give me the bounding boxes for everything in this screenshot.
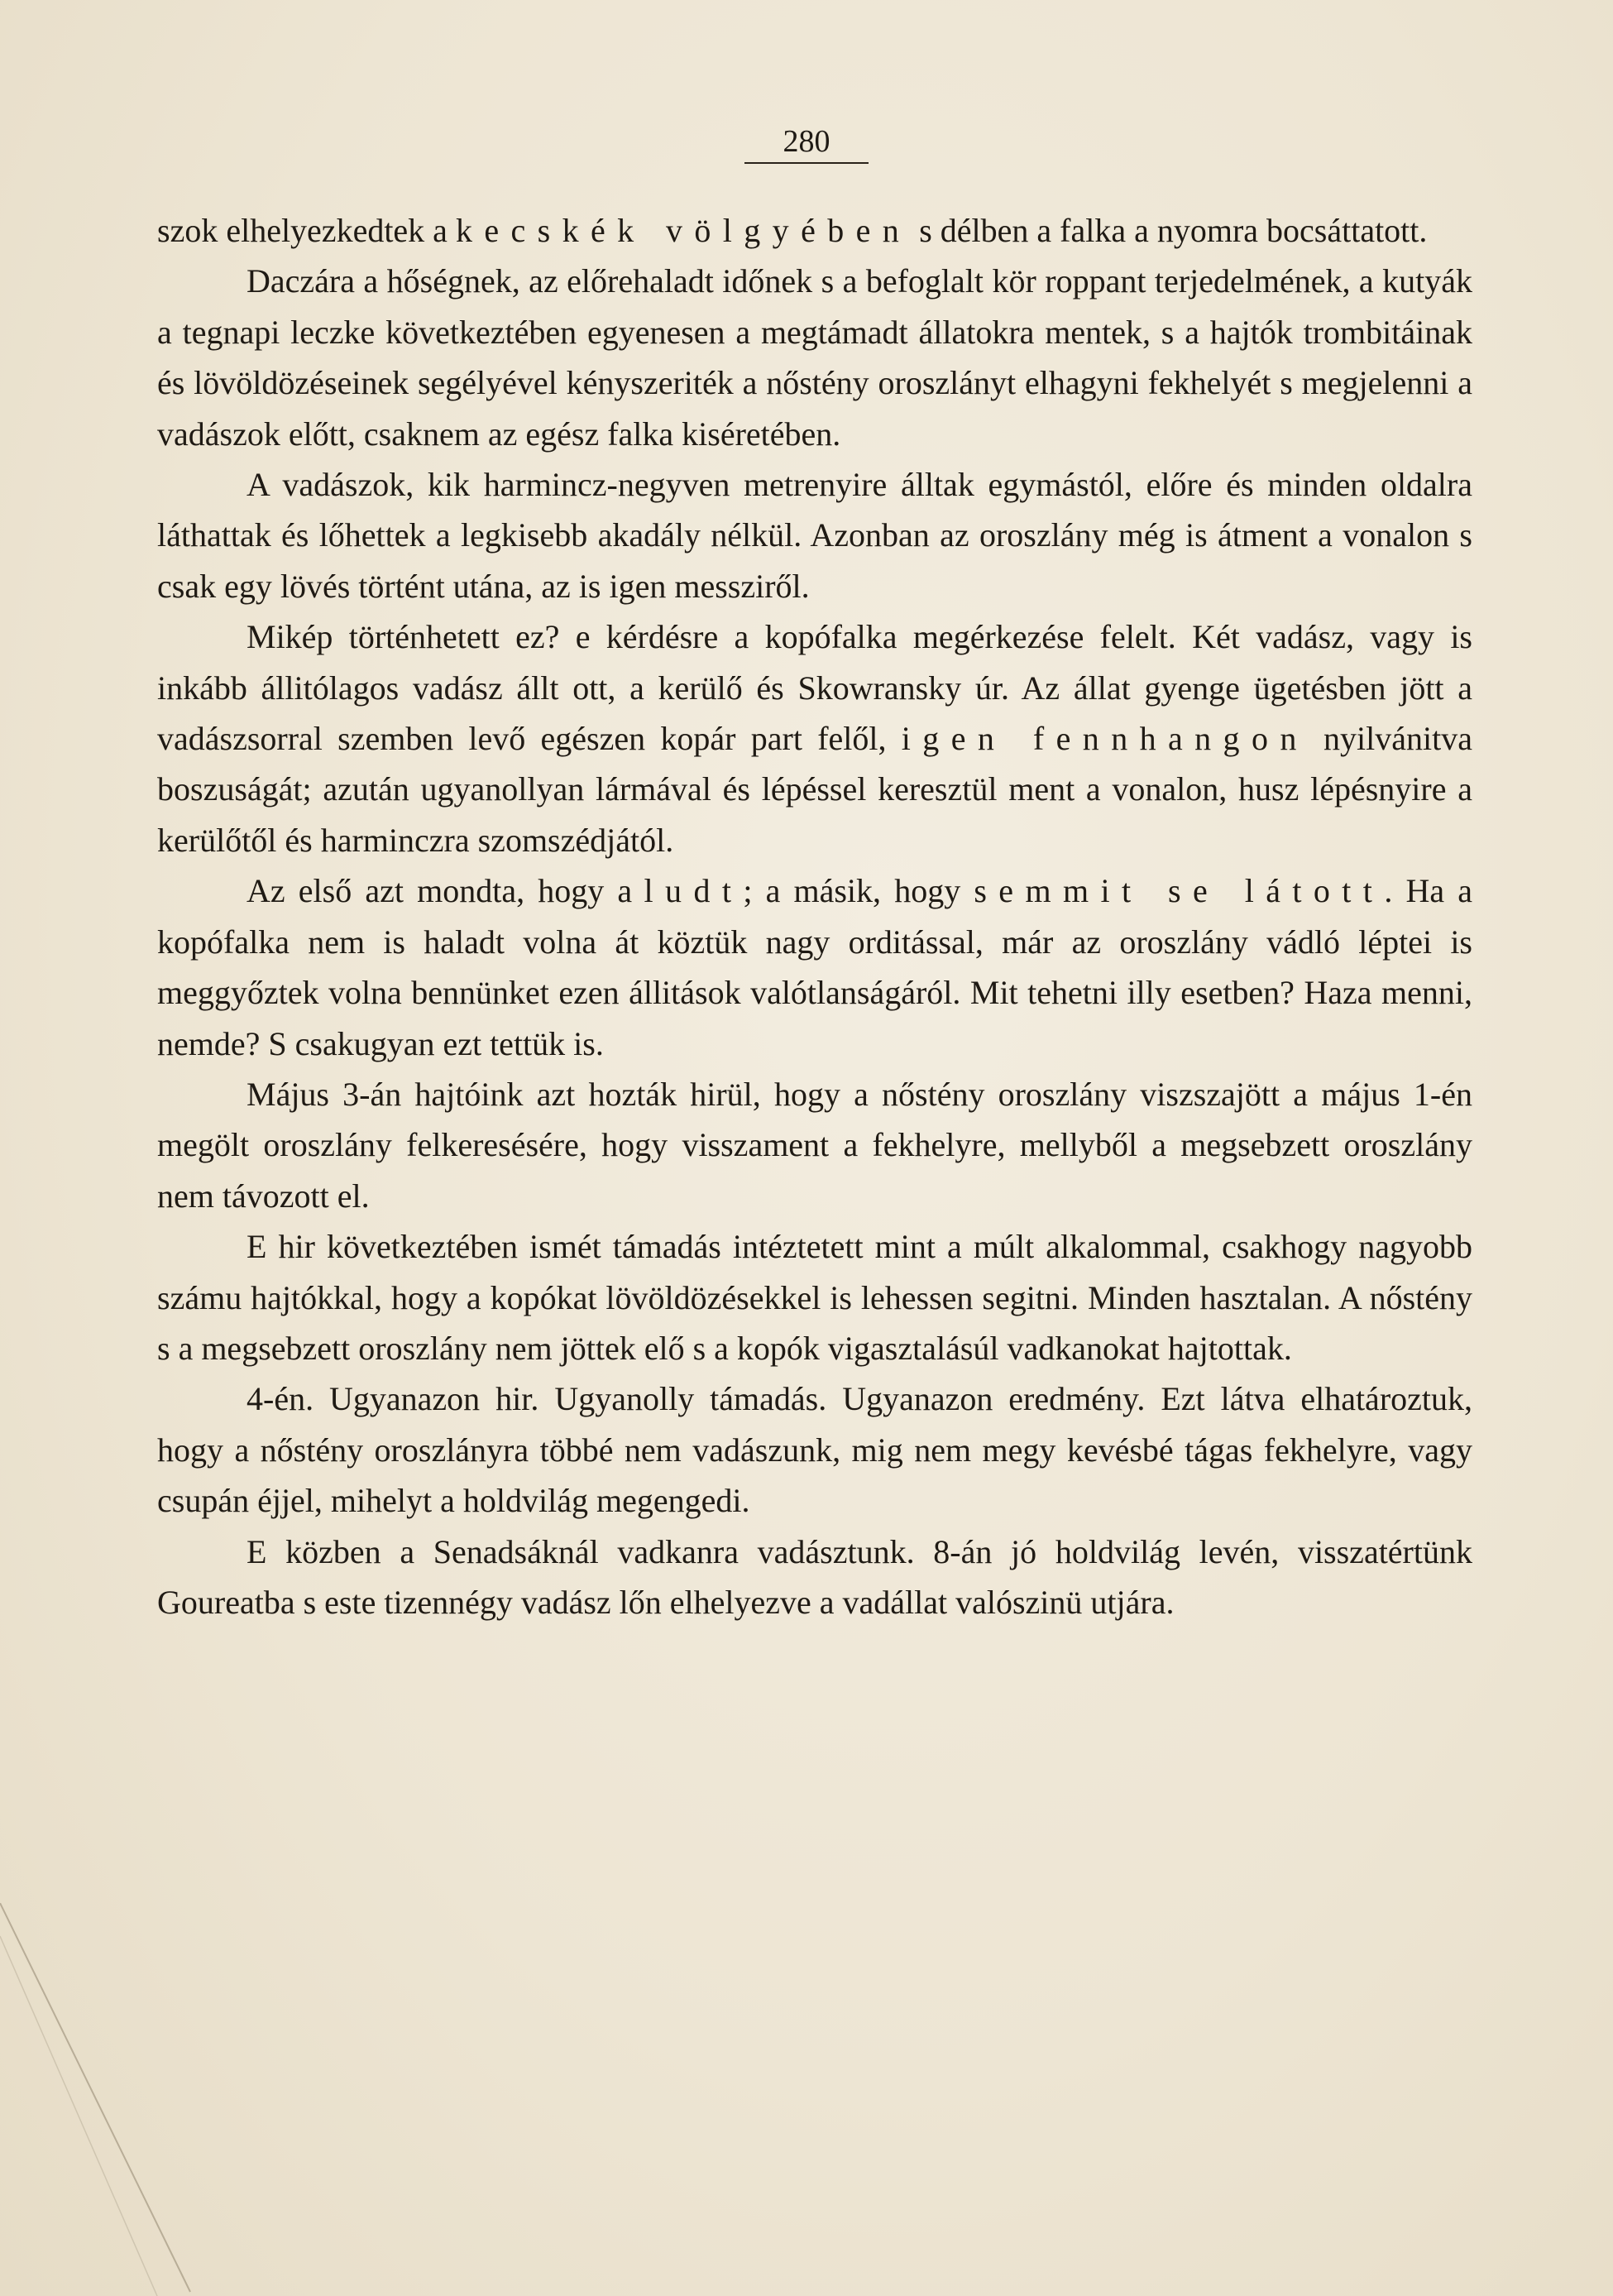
page-number: 280: [744, 122, 869, 164]
text-run: E hir következtében ismét támadás intéztetett mint a múlt alkalommal, csakhogy nagyobb számu hajtókkal, hogy a kopókat lövöldözésekkel is lehessen segitni. Minden hasztalan. A nőstény s a megsebzett oroszlány nem jöttek elő s a kopók vigasztalásúl vadkanokat hajtottak.: [157, 1228, 1472, 1367]
spaced-emphasis: aludt: [617, 872, 744, 910]
paragraph: [157, 611, 1472, 865]
paragraph: [157, 1373, 1472, 1526]
text-run: Az első azt mondta, hogy: [246, 872, 618, 910]
paragraph: [157, 1221, 1472, 1373]
text-run: 4-én. Ugyanazon hir. Ugyanolly támadás. Ugyanazon eredmény. Ezt látva elhatároztuk, hogy a nőstény oroszlányra többé nem vadászunk, mig nem megy kevésbé tágas fekhelyre, vagy csupán éjjel, mihelyt a holdvilág megengedi.: [157, 1380, 1472, 1520]
text-run: . Ha a kopófalka nem is haladt volna át köztük nagy orditással, már az oroszlány vádló léptei is meggyőztek volna bennünket ezen állitások valótlanságáról. Mit tehetni illy esetben? Haza menni, nemde? S csakugyan ezt tettük is.: [157, 872, 1472, 1062]
paper-crease: [0, 1903, 248, 2296]
text-run: s délben a falka a nyomra bocsáttatott.: [911, 212, 1428, 249]
spaced-emphasis: kecskék völgyében: [455, 212, 912, 249]
spaced-emphasis: igen fennhangon: [901, 720, 1309, 758]
paragraph: [157, 205, 1472, 256]
paragraph: [157, 459, 1472, 611]
text-run: szok elhelyezkedtek a: [157, 212, 456, 249]
text-run: Május 3-án hajtóink azt hozták hirül, hogy a nőstény oroszlány viszszajött a május 1-én megölt oroszlány felkeresésére, hogy visszament a fekhelyre, mellyből a megsebzett oroszlány nem távozott el.: [157, 1075, 1472, 1215]
paragraph: [157, 1069, 1472, 1221]
text-run: ; a másik, hogy: [743, 872, 974, 910]
paragraph: [157, 256, 1472, 459]
text-run: A vadászok, kik harmincz-negyven metrenyire álltak egymástól, előre és minden oldalra láthattak és lőhettek a legkisebb akadály nélkül. Azonban az oroszlány még is átment a vonalon s csak egy lövés történt utána, az is igen messziről.: [157, 466, 1472, 605]
spaced-emphasis: semmit se látott: [974, 872, 1385, 910]
text-run: Daczára a hőségnek, az előrehaladt időnek s a befoglalt kör roppant terjedelmének, a kutyák a tegnapi leczke következtében egyenesen a megtámadt állatokra mentek, s a hajtók trombitáinak és lövöldözéseinek segélyével kényszeriték a nőstény oroszlányt elhagyni fekhelyét s megjelenni a vadászok előtt, csaknem az egész falka kiséretében.: [157, 262, 1472, 453]
text-run: nyilvánitva boszuságát; azután ugyanollyan lármával és lépéssel keresztül ment a vonalon, husz lépésnyire a kerülőtől és harminczra szomszédjától.: [157, 720, 1473, 859]
paragraph: [157, 865, 1472, 1069]
paragraph: [157, 1527, 1472, 1628]
body-text: [157, 205, 1472, 1627]
text-run: E közben a Senadsáknál vadkanra vadásztunk. 8-án jó holdvilág levén, visszatértünk Goureatba s este tizennégy vadász lőn elhelyezve a vadállat valószinü utjára.: [157, 1532, 1472, 1621]
text-run: Mikép történhetett ez? e kérdésre a kopófalka megérkezése felelt. Két vadász, vagy is inkább állitólagos vadász állt ott, a kerülő és Skowransky úr. Az állat gyenge ügetésben jött a vadászsorral szemben levő egészen kopár part felől,: [157, 618, 1472, 758]
